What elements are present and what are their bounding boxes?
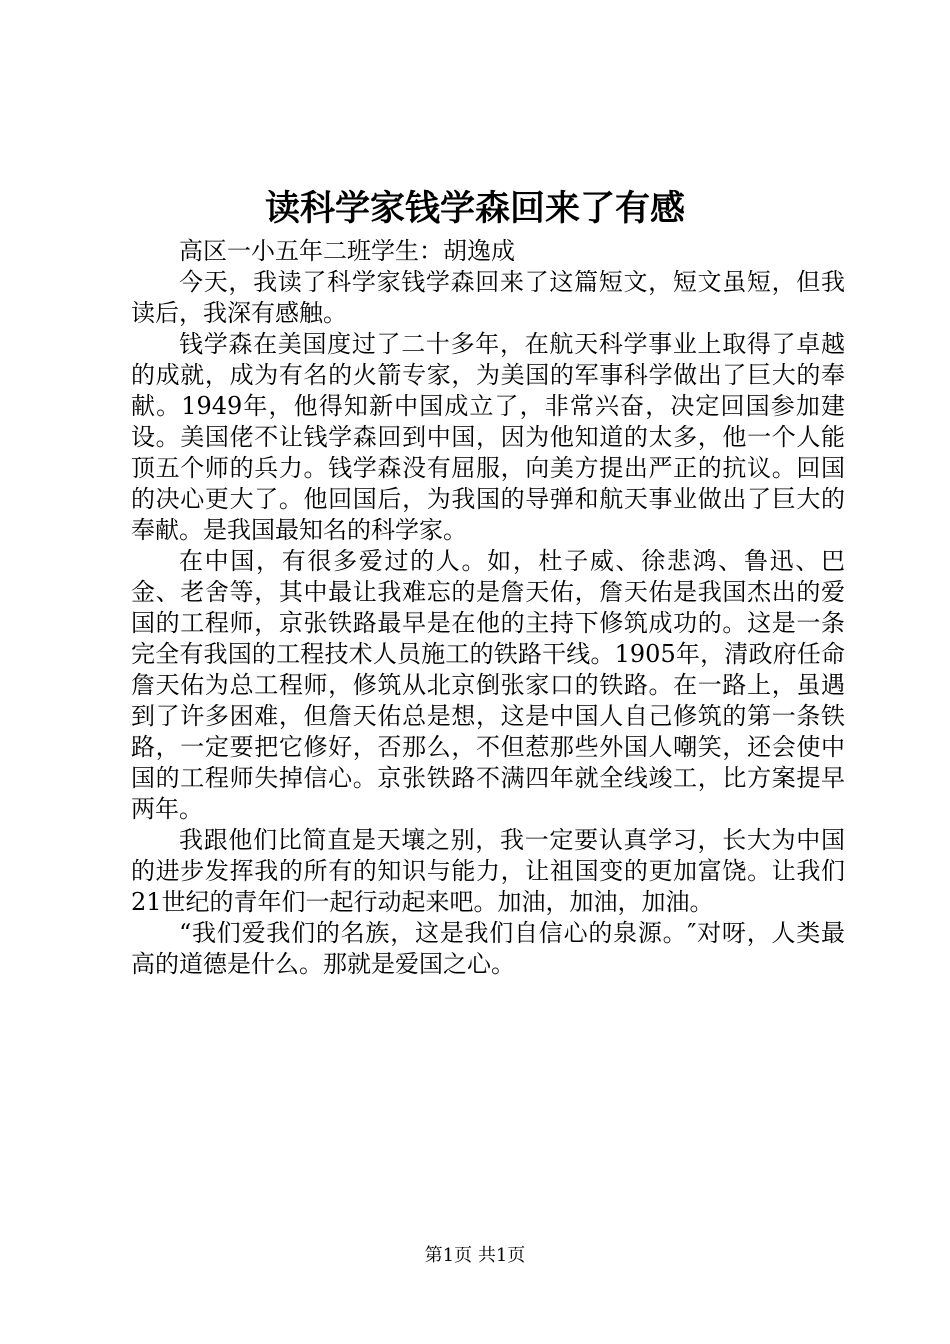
paragraph-5: “我们爱我们的名族，这是我们自信心的泉源。″对呀，人类最高的道德是什么。那就是爱国之心。 xyxy=(131,919,845,978)
paragraph-2: 钱学森在美国度过了二十多年，在航天科学事业上取得了卓越的成就，成为有名的火箭专家，为美国的军事科学做出了巨大的奉献。1949年，他得知新中国成立了，非常兴奋，决定回国参加建设。美国佬不让钱学森回到中国，因为他知道的太多，他一个人能顶五个师的兵力。钱学森没有屈服，向美方提出严正的抗议。回国的决心更大了。他回国后，为我国的导弹和航天事业做出了巨大的奉献。是我国最知名的科学家。 xyxy=(131,330,845,544)
document-body xyxy=(131,236,845,980)
paragraph-1: 今天，我读了科学家钱学森回来了这篇短文，短文虽短，但我读后，我深有感触。 xyxy=(131,268,845,327)
paragraph-4: 我跟他们比简直是天壤之别，我一定要认真学习，长大为中国的进步发挥我的所有的知识与能力，让祖国变的更加富饶。让我们21世纪的青年们一起行动起来吧。加油，加油，加油。 xyxy=(131,826,845,916)
paragraph-3: 在中国，有很多爱过的人。如，杜子威、徐悲鸿、鲁迅、巴金、老舍等，其中最让我难忘的是詹天佑，詹天佑是我国杰出的爱国的工程师，京张铁路最早是在他的主持下修筑成功的。这是一条完全有我国的工程技术人员施工的铁路干线。1905年，清政府任命詹天佑为总工程师，修筑从北京倒张家口的铁路。在一路上，虽遇到了许多困难，但詹天佑总是想，这是中国人自己修筑的第一条铁路，一定要把它修好，否那么，不但惹那些外国人嘲笑，还会使中国的工程师失掉信心。京张铁路不满四年就全线竣工，比方案提早两年。 xyxy=(131,547,845,823)
document-title: 读科学家钱学森回来了有感 xyxy=(264,188,685,229)
page-footer: 第1页 共1页 xyxy=(424,1245,526,1266)
author-line: 高区一小五年二班学生：胡逸成 xyxy=(179,237,515,265)
